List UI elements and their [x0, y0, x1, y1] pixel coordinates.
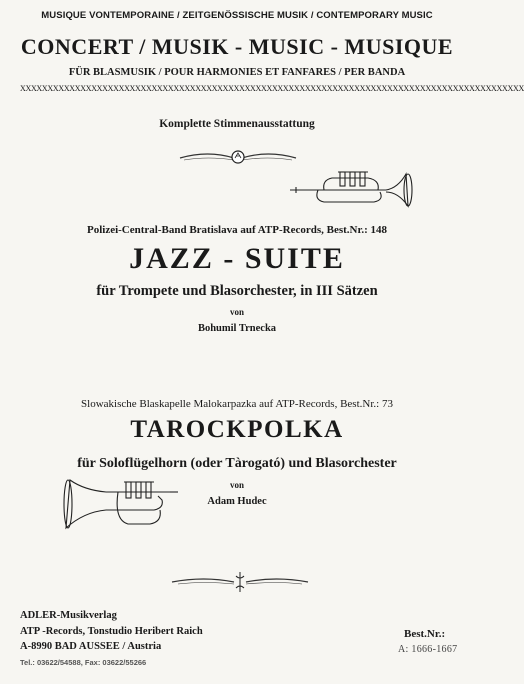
piece2-subtitle: für Soloflügelhorn (oder Tàrogató) und Blasorchester [77, 456, 397, 471]
piece1-by: von [229, 307, 244, 317]
publisher-address: A-8990 BAD AUSSEE / Austria [20, 641, 162, 652]
atp-ornament-icon [178, 146, 298, 171]
atp-ornament-icon [170, 570, 310, 599]
piece1-composer: Bohumil Trnecka [197, 323, 277, 334]
publisher-name: ADLER-Musikverlag [20, 610, 117, 621]
piece2-composer: Adam Hudec [207, 496, 267, 507]
order-number: A: 1666-1667 [398, 644, 458, 655]
publisher-contact: Tel.: 03622/54588, Fax: 03622/55266 [20, 657, 147, 667]
piece2-title: TAROCKPOLKA [130, 416, 344, 443]
order-number-label: Best.Nr.: [404, 628, 446, 640]
stimmen-label: Komplette Stimmenausstattung [159, 118, 315, 130]
trumpet-icon [288, 160, 424, 213]
publisher-block [20, 608, 203, 670]
x-divider: XXXXXXXXXXXXXXXXXXXXXXXXXXXXXXXXXXXXXXXXXXXXXXXXXXXXXXXXXXXXXXXXXXXXXXXXXXXXXXXXXXXXXXXXXXXX [20, 84, 524, 93]
recording-info-1: Polizei-Central-Band Bratislava auf ATP-Records, Best.Nr.: 148 [86, 224, 388, 236]
main-title: CONCERT / MUSIK - MUSIC - MUSIQUE [20, 34, 454, 59]
subtitle: FÜR BLASMUSIK / POUR HARMONIES ET FANFARES / PER BANDA [68, 67, 406, 78]
publisher-studio: ATP -Records, Tonstudio Heribert Raich [20, 625, 203, 637]
piece1-subtitle: für Trompete und Blasorchester, in III Sätzen [96, 283, 378, 299]
piece1-title: JAZZ - SUITE [129, 242, 345, 275]
top-line: MUSIQUE VONTEMPORAINE / ZEITGENÖSSISCHE MUSIK / CONTEMPORARY MUSIC [41, 10, 433, 21]
flugelhorn-icon [58, 474, 184, 539]
piece2-by: von [229, 480, 244, 490]
recording-info-2: Slowakische Blaskapelle Malokarpazka auf ATP-Records, Best.Nr.: 73 [81, 398, 393, 410]
